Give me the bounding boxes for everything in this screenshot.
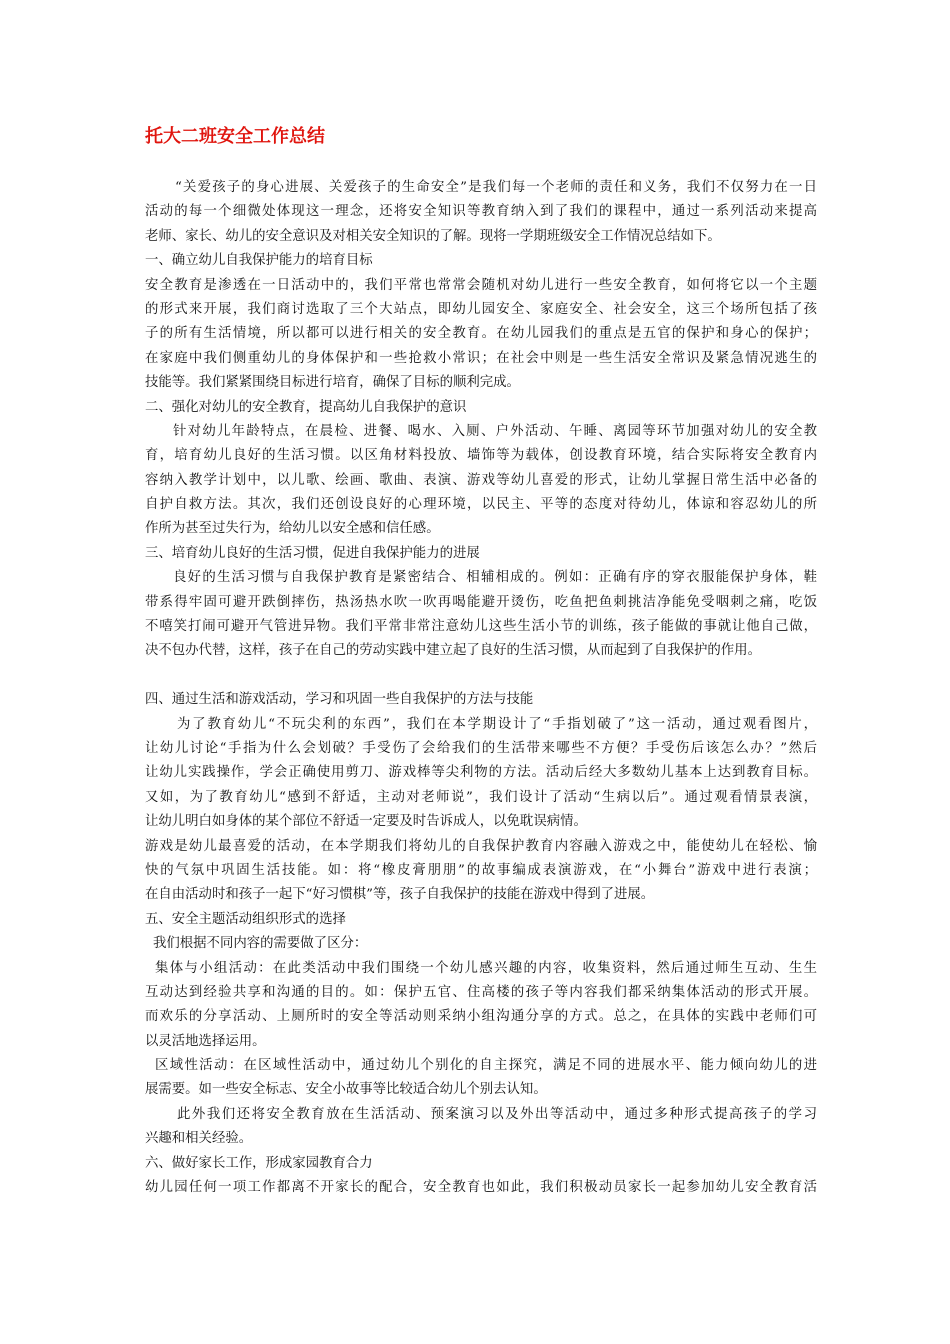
text-line: 让幼儿明白如身体的某个部位不舒适一定要及时告诉成人，以免耽误病情。 [145, 814, 587, 830]
text-line: 区域性活动：在区域性活动中，通过幼儿个别化的自主探究，满足不同的进展水平、能力倾向幼儿的进 [155, 1058, 817, 1074]
text-line: 展需要。如一些安全标志、安全小故事等比较适合幼儿个别去认知。 [145, 1082, 547, 1098]
text-line: 良好的生活习惯与自我保护教育是紧密结合、相辅相成的。例如：正确有序的穿衣服能保护身体，鞋 [173, 570, 817, 586]
text-line: 作所为甚至过失行为，给幼儿以安全感和信任感。 [145, 521, 440, 537]
text-line: 决不包办代替，这样，孩子在自己的劳动实践中建立起了良好的生活习惯，从而起到了自我保护的作用。 [145, 643, 761, 659]
text-line: 针对幼儿年龄特点，在晨检、进餐、喝水、入厕、户外活动、午睡、离园等环节加强对幼儿的安全教 [173, 423, 817, 439]
text-line: 兴趣和相关经验。 [145, 1131, 253, 1147]
document-body [145, 176, 817, 1200]
text-line: 育，培育幼儿良好的生活习惯。以区角材料投放、墙饰等为载体，创设教育环境，结合实际将安全教育内 [145, 448, 817, 464]
text-line: 集体与小组活动：在此类活动中我们围绕一个幼儿感兴趣的内容，收集资料，然后通过师生互动、生生 [155, 960, 817, 976]
text-line [145, 664, 817, 688]
text-line: 在自由活动时和孩子一起下“好习惯棋”等，孩子自我保护的技能在游戏中得到了进展。 [145, 887, 655, 903]
text-line: 让幼儿实践操作，学会正确使用剪刀、游戏棒等尖利物的方法。活动后经大多数幼儿基本上达到教育目标。 [145, 765, 817, 781]
text-line: 此外我们还将安全教育放在生活活动、预案演习以及外出等活动中，通过多种形式提高孩子的学习 [177, 1106, 817, 1122]
text-line: 在家庭中我们侧重幼儿的身体保护和一些抢救小常识；在社会中则是一些生活安全常识及紧急情况逃生的 [145, 350, 817, 366]
text-line: 幼儿园任何一项工作都离不开家长的配合，安全教育也如此，我们积极动员家长一起参加幼儿安全教育活 [145, 1180, 817, 1196]
text-line: 让幼儿讨论“手指为什么会划破？手受伤了会给我们的生活带来哪些不方便？手受伤后该怎么办？”然后 [145, 740, 817, 756]
document-title: 托大二班安全工作总结 [145, 126, 325, 147]
text-line: 四、通过生活和游戏活动，学习和巩固一些自我保护的方法与技能 [145, 692, 534, 708]
text-line: 而欢乐的分享活动、上厕所时的安全等活动则采纳小组沟通分享的方式。总之，在具体的实践中老师们可 [145, 1009, 817, 1025]
text-line: 为了教育幼儿“不玩尖利的东西”，我们在本学期设计了“手指划破了”这一活动，通过观看图片， [177, 716, 817, 732]
text-line: 活动的每一个细微处体现这一理念，还将安全知识等教育纳入到了我们的课程中，通过一系列活动来提高 [145, 204, 817, 220]
text-line: 子的所有生活情境，所以都可以进行相关的安全教育。在幼儿园我们的重点是五官的保护和身心的保护； [145, 326, 817, 342]
text-line: 自护自救方法。其次，我们还创设良好的心理环境，以民主、平等的态度对待幼儿，体谅和容忍幼儿的所 [145, 497, 817, 513]
text-line: 互动达到经验共享和沟通的目的。如：保护五官、住高楼的孩子等内容我们都采纳集体活动的形式开展。 [145, 984, 817, 1000]
text-line: 我们根据不同内容的需要做了区分： [153, 936, 368, 952]
text-line: “关爱孩子的身心进展、关爱孩子的生命安全”是我们每一个老师的责任和义务，我们不仅努力在一日 [175, 180, 817, 195]
text-line: 带系得牢固可避开跌倒摔伤，热汤热水吹一吹再喝能避开烫伤，吃鱼把鱼刺挑洁净能免受咽刺之痛，吃饭 [145, 594, 817, 610]
text-line: 以灵活地选择运用。 [145, 1033, 266, 1049]
text-line: 技能等。我们紧紧围绕目标进行培育，确保了目标的顺利完成。 [145, 375, 520, 391]
text-line: 的形式来开展，我们商讨选取了三个大站点，即幼儿园安全、家庭安全、社会安全，这三个场所包括了孩 [145, 301, 817, 317]
text-line: 二、强化对幼儿的安全教育，提高幼儿自我保护的意识 [145, 399, 467, 415]
text-line: 又如，为了教育幼儿“感到不舒适，主动对老师说”，我们设计了活动“生病以后”。通过观看情景表演， [145, 789, 817, 805]
text-line: 五、安全主题活动组织形式的选择 [145, 911, 346, 927]
text-line: 容纳入教学计划中，以儿歌、绘画、歌曲、表演、游戏等幼儿喜爱的形式，让幼儿掌握日常生活中必备的 [145, 472, 817, 488]
text-line: 快的气氛中巩固生活技能。如：将“橡皮膏朋朋”的故事编成表演游戏，在“小舞台”游戏中进行表演； [145, 862, 817, 878]
text-line: 不嘻笑打闹可避开气管进异物。我们平常非常注意幼儿这些生活小节的训练，孩子能做的事就让他自己做， [145, 619, 817, 635]
text-line: 游戏是幼儿最喜爱的活动，在本学期我们将幼儿的自我保护教育内容融入游戏之中，能使幼儿在轻松、愉 [145, 838, 817, 854]
text-line: 老师、家长、幼儿的安全意识及对相关安全知识的了解。现将一学期班级安全工作情况总结如下。 [145, 228, 721, 244]
text-line: 六、做好家长工作，形成家园教育合力 [145, 1155, 373, 1171]
text-line: 安全教育是渗透在一日活动中的，我们平常也常常会随机对幼儿进行一些安全教育，如何将它以一个主题 [145, 277, 817, 293]
text-line: 一、确立幼儿自我保护能力的培育目标 [145, 253, 373, 269]
text-line: 三、培育幼儿良好的生活习惯，促进自我保护能力的进展 [145, 545, 480, 561]
